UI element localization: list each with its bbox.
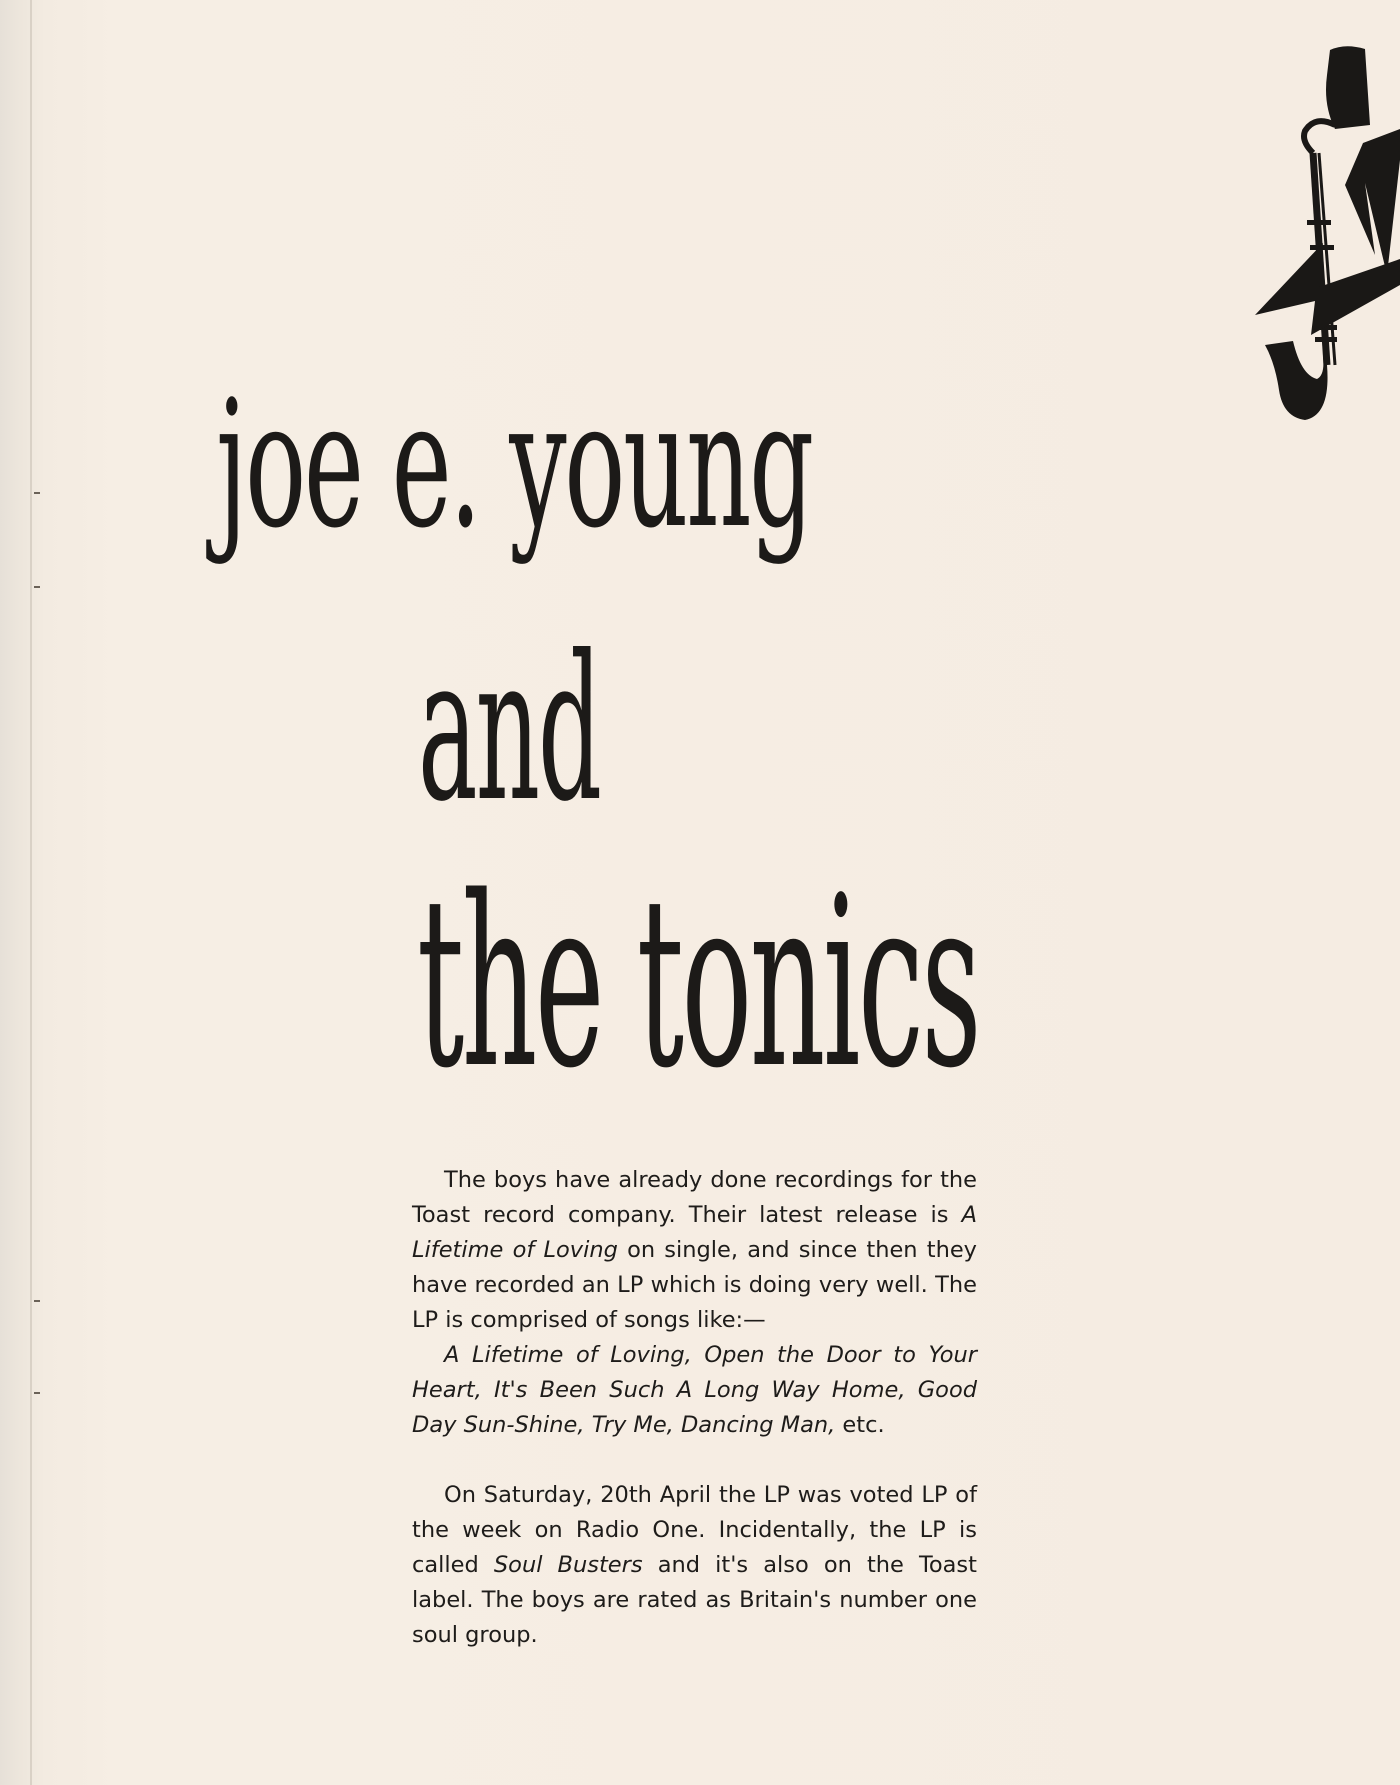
headline-line-1: joe e. young: [216, 364, 812, 567]
headline-line-2: and: [418, 613, 601, 846]
article-paragraph-1: [412, 1163, 977, 1338]
article-paragraph-2: [412, 1478, 977, 1653]
paragraph-gap: [412, 1443, 977, 1478]
staple-mark: [34, 586, 40, 588]
page-spine: [30, 0, 32, 1785]
saxophone-icon: [1215, 45, 1400, 430]
p2-text-start: On Saturday, 20th April the LP was voted LP of the week on Radio One. Incidentally, the LP is called: [412, 1482, 977, 1578]
lp-title: Soul Busters: [493, 1552, 643, 1578]
p1-text-end: on single, and since then they have recorded an LP which is doing very well. The LP is comprised of songs like:—: [412, 1237, 978, 1333]
song-list: [412, 1338, 977, 1443]
song-list-tail: etc.: [835, 1412, 885, 1438]
staple-mark: [34, 492, 40, 494]
headline-line-3: the tonics: [417, 847, 980, 1120]
p2-text-end: and it's also on the Toast label. The boys are rated as Britain's number one soul group.: [412, 1552, 977, 1648]
song-titles: A Lifetime of Loving, Open the Door to Your Heart, It's Been Such A Long Way Home, Good Day Sun-Shine, Try Me, Dancing Man,: [412, 1342, 977, 1438]
p1-text-start: The boys have already done recordings for the Toast record company. Their latest release is: [412, 1167, 977, 1228]
single-title: A Lifetime of Loving: [412, 1202, 977, 1263]
staple-mark: [34, 1300, 40, 1302]
staple-mark: [34, 1392, 40, 1394]
article-body: [412, 1163, 977, 1653]
